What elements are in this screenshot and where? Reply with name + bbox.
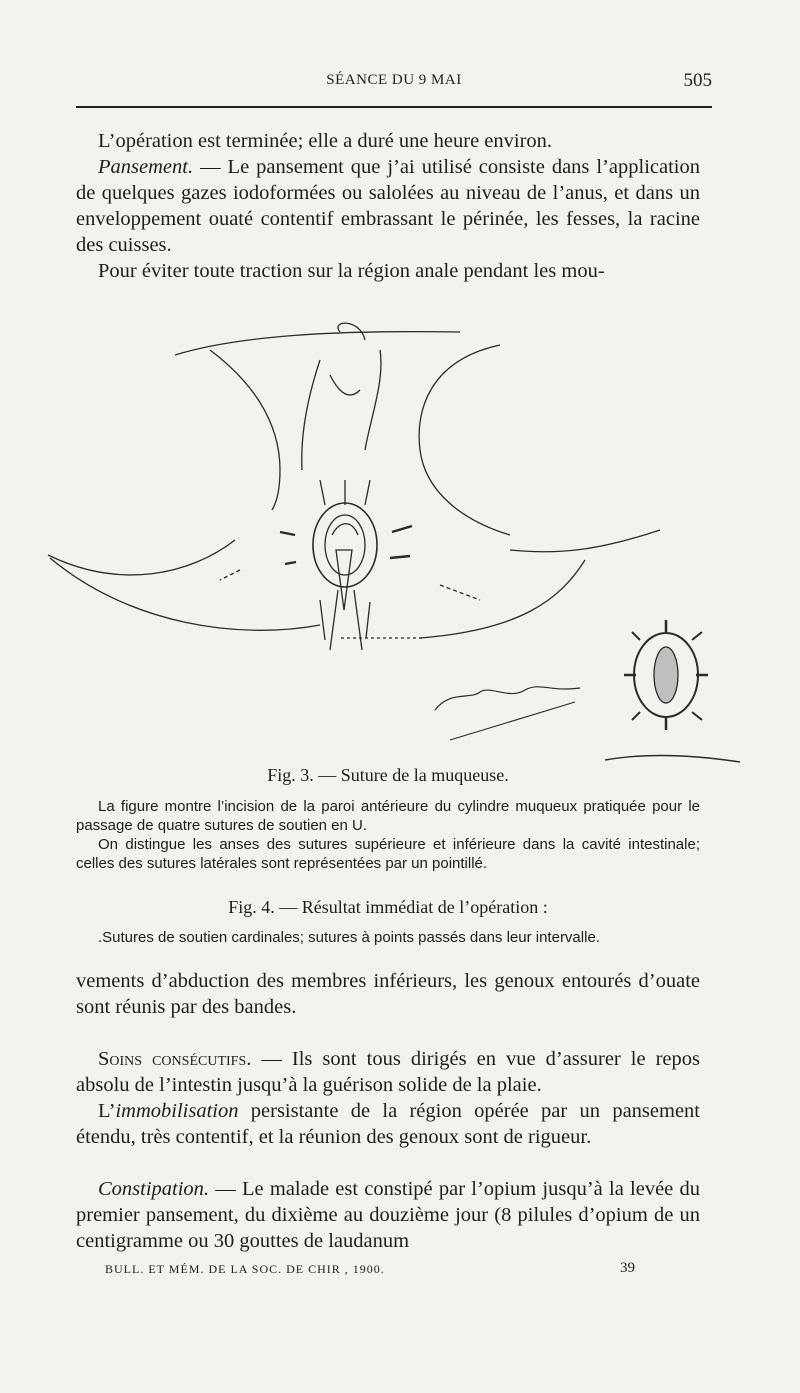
pansement-text: — Le pansement que j’ai utilisé consiste dans l’application de quelques gazes iodoformées ou salolées au niveau de l’anus, et dans un enveloppement ouaté contentif embrassant le périnée, les fesses, la racine des cuisses.: [76, 156, 700, 256]
fig3-title: Fig. 3. — Suture de la muqueuse.: [267, 765, 509, 785]
surgical-illustration: [40, 320, 760, 775]
signature-number: 39: [620, 1260, 635, 1276]
fig4-caption-p1: .Sutures de soutien cardinales; sutures à points passés dans leur intervalle.: [98, 929, 600, 946]
traction-text: Pour éviter toute traction sur la région anale pendant les mou-: [98, 260, 605, 282]
footer-reference: BULL. ET MÉM. DE LA SOC. DE CHIR , 1900.: [105, 1262, 385, 1276]
running-header: [76, 66, 712, 98]
soins-label: Soins consécutifs.: [98, 1048, 252, 1070]
paragraph-operation-end: [76, 128, 700, 154]
soins-text: — Ils sont tous dirigés en vue d’assurer le repos absolu de l’intestin jusqu’à la guérison solide de la plaie.: [76, 1048, 701, 1096]
fig3-drawing: [48, 323, 660, 740]
immob-label: immobilisation: [115, 1100, 239, 1122]
constip-label: Constipation.: [98, 1178, 210, 1200]
fig4-drawing: [605, 620, 740, 762]
fig3-caption: [76, 797, 700, 873]
page-footer: [105, 1262, 635, 1277]
immob-prefix: L’: [98, 1100, 116, 1122]
fig4-title: Fig. 4. — Résultat immédiat de l’opération :: [228, 897, 548, 917]
paragraph-soins: [76, 1046, 700, 1098]
pansement-label: Pansement.: [98, 156, 194, 178]
paragraph-constipation: [76, 1176, 700, 1254]
header-rule: [76, 106, 712, 108]
abduction-text: vements d’abduction des membres inférieurs, les genoux entourés d’ouate sont réunis par des bandes.: [76, 970, 700, 1018]
immob-text: persistante de la région opérée par un pansement étendu, très contentif, et la réunion des genoux sont de rigueur.: [76, 1100, 700, 1148]
fig3-caption-p2: On distingue les anses des sutures supérieure et inférieure dans la cavité intestinale; celles des sutures latérales sont représentées par un pointillé.: [76, 836, 700, 872]
fig4-caption: [76, 928, 700, 947]
header-title: SÉANCE DU 9 MAI: [326, 72, 462, 88]
paragraph-immobilisation: [76, 1098, 700, 1150]
fig3-caption-p1: La figure montre l’incision de la paroi antérieure du cylindre muqueux pratiquée pour le passage de quatre sutures de soutien en U.: [76, 798, 700, 834]
paragraph-traction: [76, 258, 700, 284]
constip-text: — Le malade est constipé par l’opium jusqu’à la levée du premier pansement, du dixième au douzième jour (8 pilules d’opium de un centigramme ou 30 gouttes de laudanum: [76, 1178, 700, 1252]
paragraph-abduction: [76, 968, 700, 1020]
paragraph-pansement: [76, 154, 700, 258]
page-number: 505: [683, 70, 712, 91]
text-line: L’opération est terminée; elle a duré une heure environ.: [98, 130, 553, 152]
